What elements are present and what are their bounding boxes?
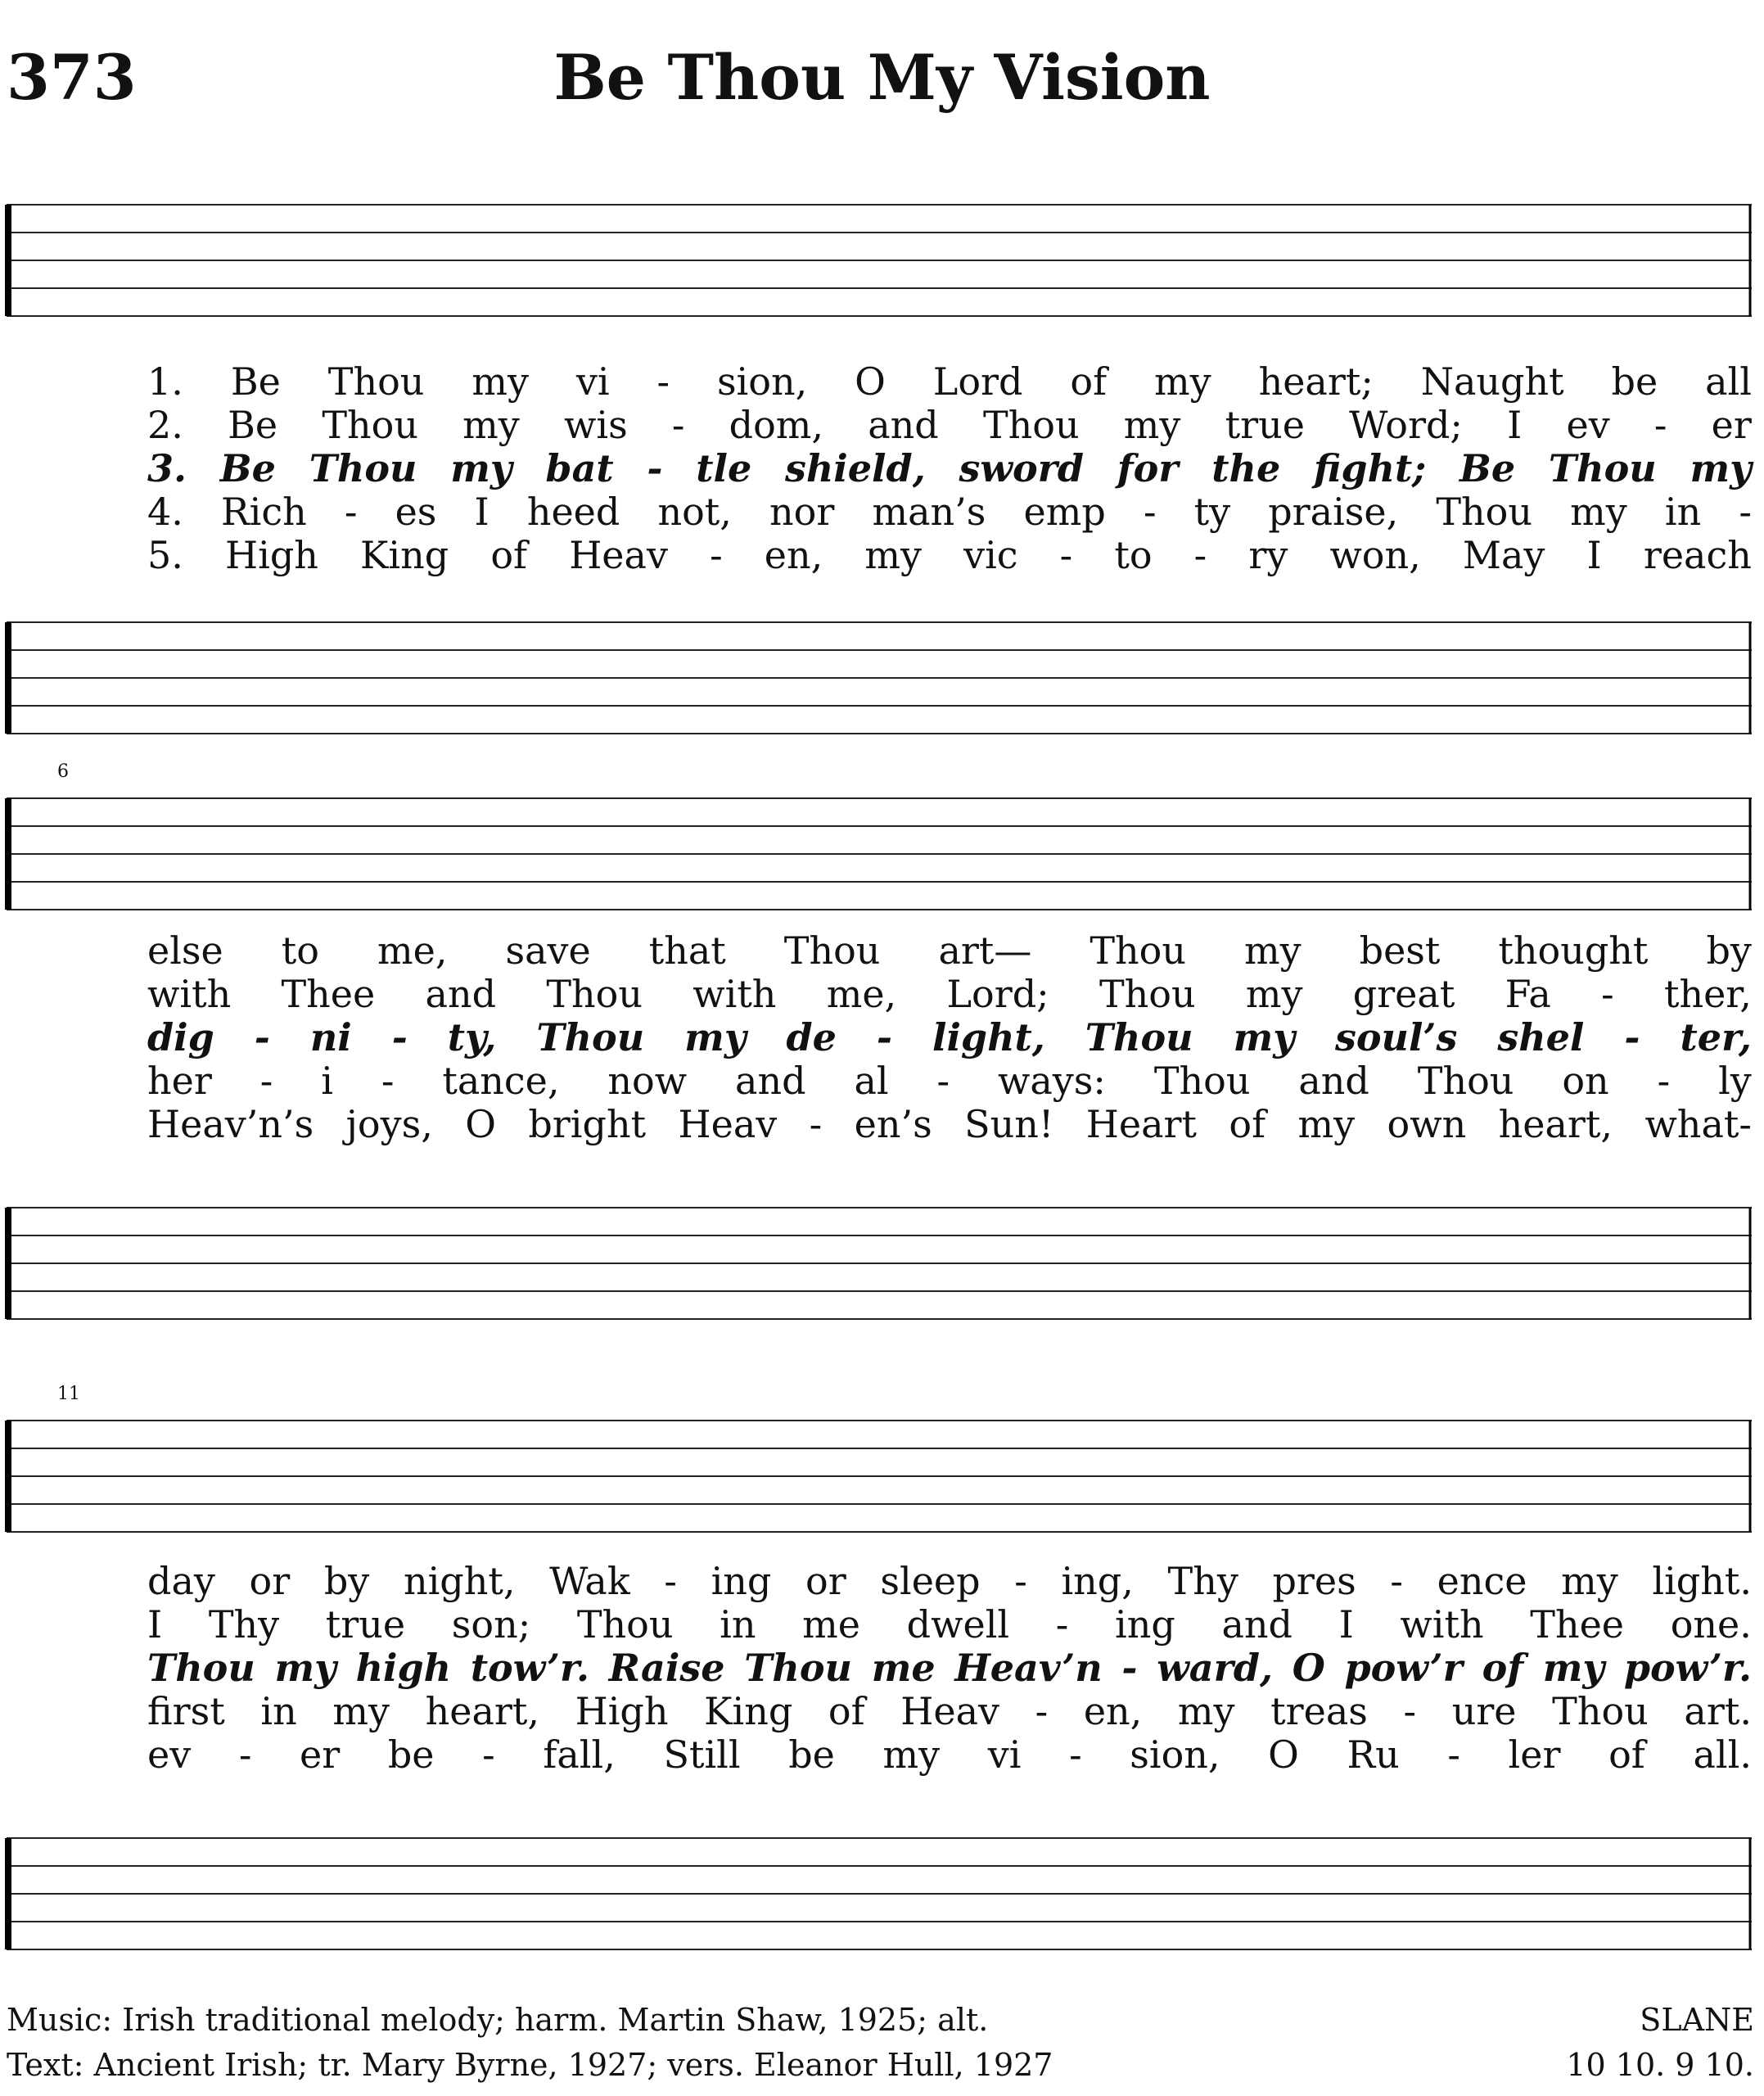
lyric-syllable: - [710,533,723,577]
lyric-syllable: King [704,1689,793,1733]
lyric-syllable: dig [147,1015,214,1059]
lyric-syllable: nor [769,490,835,534]
lyric-syllable: - [1624,1015,1640,1059]
measure-number: 6 [57,761,69,782]
lyric-syllable: - [936,1059,950,1103]
treble-staff [7,798,1752,910]
verse-4-line [147,1059,1752,1103]
lyric-syllable: my [1245,972,1303,1016]
verse-5-line [147,534,1752,577]
lyric-syllable: shield, [784,446,926,490]
lyric-syllable: - [344,490,358,534]
lyric-syllable: Thou [1085,1015,1193,1059]
lyric-syllable: Ru [1347,1732,1400,1777]
lyric-syllable: and [735,1059,806,1103]
bass-staff-lines [7,1208,1752,1319]
lyric-syllable: save [505,928,591,973]
treble-staff-lines [7,1421,1752,1532]
lyric-syllable: in [1664,490,1702,534]
lyric-syllable: - [1390,1559,1403,1603]
lyric-syllable: what- [1644,1102,1752,1146]
lyric-syllable: O [1292,1646,1325,1690]
lyric-syllable: and [1221,1602,1293,1647]
lyric-syllable: Wak [549,1559,630,1603]
lyric-syllable: - [656,359,670,404]
verse-3-line [147,447,1752,490]
treble-staff [7,205,1752,316]
lyric-syllable: 2. [147,403,183,447]
lyric-syllable: now [607,1059,688,1103]
lyric-syllable: and [868,403,939,447]
bass-staff [7,1838,1752,1949]
lyric-syllable: my [462,403,520,447]
lyric-syllable: ni [309,1015,352,1059]
lyric-syllable: Thou [322,403,418,447]
lyric-syllable: vi [575,359,610,404]
lyric-syllable: ward, [1157,1646,1274,1690]
lyric-syllable: my [1561,1559,1618,1603]
lyric-syllable: de [786,1015,837,1059]
lyric-syllable: Thou [1099,972,1196,1016]
lyric-syllable: - [664,1559,677,1603]
verse-1-line [147,360,1752,404]
lyric-syllable: and [425,972,497,1016]
lyric-syllable: - [1653,403,1667,447]
lyric-syllable: - [381,1059,395,1103]
verse-1-line [147,929,1752,973]
lyric-syllable: night, [403,1559,516,1603]
lyric-syllable: me, [826,972,897,1016]
lyric-syllable: I [474,490,489,534]
lyric-syllable: emp [1023,490,1106,534]
lyric-syllable: all. [1693,1732,1752,1777]
lyric-syllable: dom, [729,403,824,447]
lyric-syllable: Be [219,446,276,490]
lyric-syllable: my [1123,403,1181,447]
lyric-syllable: - [1035,1689,1049,1733]
lyric-syllable: 5. [147,533,183,577]
lyric-syllable: my [684,1015,747,1059]
lyric-syllable: with [147,972,232,1016]
lyric-syllable: ly [1718,1059,1752,1103]
treble-staff-lines [7,205,1752,316]
lyric-syllable: and [1298,1059,1369,1103]
lyric-syllable: thought [1498,928,1649,973]
lyric-syllable: shel [1497,1015,1585,1059]
lyric-syllable: - [1069,1732,1082,1777]
lyric-syllable: O [1268,1732,1299,1777]
lyric-syllable: 4. [147,490,183,534]
lyric-syllable: Thou [982,403,1080,447]
lyric-syllable: of [1070,359,1108,404]
lyric-syllable: ev [147,1732,192,1777]
lyric-syllable: my [882,1732,941,1777]
verse-5-line [147,1103,1752,1146]
lyric-syllable: for [1117,446,1179,490]
lyric-syllable: own [1387,1102,1467,1146]
lyric-syllable: light. [1652,1559,1752,1603]
lyric-syllable: Raise [608,1646,725,1690]
lyric-syllable: the [1211,446,1281,490]
lyric-syllable: all [1705,359,1752,404]
lyric-syllable: of [828,1689,865,1733]
lyric-syllable: to [281,928,319,973]
lyric-syllable: my [1690,446,1752,490]
lyric-syllable: high [355,1646,452,1690]
lyric-syllable: ing [711,1559,772,1603]
verse-3-line [147,1647,1752,1690]
lyric-syllable: ty [1193,490,1231,534]
bass-staff [7,1208,1752,1319]
lyric-syllable: en, [1083,1689,1143,1733]
lyric-syllable: O [465,1102,496,1146]
lyric-syllable: praise, [1268,490,1399,534]
lyric-syllable: Thou [327,359,425,404]
lyric-syllable: not, [657,490,732,534]
lyric-syllable: fight; [1313,446,1427,490]
lyric-syllable: en, [764,533,823,577]
verse-2-line [147,404,1752,447]
lyric-syllable: - [809,1102,823,1146]
lyric-syllable: - [1403,1689,1417,1733]
lyric-syllable: sleep [880,1559,981,1603]
music-credit: Music: Irish traditional melody; harm. Martin Shaw, 1925; alt. [7,2002,989,2038]
lyric-syllable: - [259,1059,273,1103]
treble-staff [7,1421,1752,1532]
lyric-syllable: - [1143,490,1157,534]
lyric-syllable: - [254,1015,270,1059]
lyric-syllable: art. [1684,1689,1752,1733]
lyric-syllable: light, [932,1015,1045,1059]
lyric-syllable: treas [1270,1689,1368,1733]
lyric-syllable: Heav [678,1102,778,1146]
lyric-syllable: I [1507,403,1523,447]
lyric-syllable: my [332,1689,390,1733]
lyric-syllable: Thou [309,446,417,490]
lyric-syllable: true [1225,403,1305,447]
lyric-syllable: I [1586,533,1602,577]
bass-staff-lines [7,1838,1752,1949]
lyric-syllable: Thou [536,1015,645,1059]
lyric-syllable: first [147,1689,225,1733]
lyric-syllable: High [575,1689,669,1733]
lyric-syllable: - [1055,1602,1069,1647]
lyric-syllable: - [1657,1059,1671,1103]
lyric-syllable: - [1059,533,1073,577]
lyric-syllable: Heav [900,1689,1000,1733]
lyric-syllable: pow’r. [1623,1646,1752,1690]
lyric-syllable: Heav’n [954,1646,1103,1690]
lyric-syllable: tle [696,446,752,490]
lyric-syllable: Lord [932,359,1023,404]
lyric-syllable: my [1297,1102,1356,1146]
tune-name: SLANE [1640,2002,1754,2038]
lyric-syllable: ev [1566,403,1610,447]
lyric-syllable: Thee [1530,1602,1625,1647]
lyric-syllable: or [805,1559,846,1603]
lyric-syllable: Thou [783,928,881,973]
lyric-syllable: Thy [1167,1559,1238,1603]
lyric-syllable: my [471,359,529,404]
lyric-syllable: ler [1508,1732,1561,1777]
measure-number: 11 [57,1384,80,1404]
lyric-syllable: pres [1272,1559,1356,1603]
lyric-syllable: great [1352,972,1455,1016]
lyric-syllable: I [147,1602,163,1647]
lyric-syllable: - [482,1732,495,1777]
lyric-syllable: else [147,928,223,973]
lyric-syllable: es [395,490,437,534]
lyric-syllable: sion, [1130,1732,1220,1777]
lyric-syllable: i [321,1059,333,1103]
lyric-syllable: Thou [1436,490,1533,534]
lyric-syllable: Be [230,359,281,404]
lyric-syllable: bat [545,446,614,490]
verse-1-line [147,1560,1752,1603]
lyric-syllable: my [1244,928,1302,973]
lyric-syllable: man’s [872,490,986,534]
lyric-syllable: - [671,403,685,447]
lyric-syllable: King [360,533,449,577]
lyric-syllable: true [325,1602,406,1647]
lyric-syllable: in [260,1689,297,1733]
lyric-syllable: Be [228,403,278,447]
lyric-syllable: her [147,1059,212,1103]
lyric-syllable: of [1229,1102,1266,1146]
lyric-syllable: be [387,1732,435,1777]
lyric-syllable: my [450,446,512,490]
bass-staff-lines [7,622,1752,734]
lyric-syllable: my [1233,1015,1295,1059]
lyric-syllable: of [1482,1646,1524,1690]
lyric-syllable: - [647,446,663,490]
lyric-syllable: Be [1459,446,1516,490]
lyric-syllable: Lord; [946,972,1049,1016]
lyric-syllable: best [1359,928,1441,973]
lyric-syllable: - [1447,1732,1460,1777]
lyric-syllable: my [1542,1646,1605,1690]
lyric-syllable: in [720,1602,756,1647]
lyric-syllable: - [1014,1559,1027,1603]
lyric-syllable: soul’s [1334,1015,1458,1059]
lyric-syllable: my [1154,359,1211,404]
lyric-syllable: - [391,1015,408,1059]
lyric-syllable: my [274,1646,336,1690]
hymn-title: Be Thou My Vision [553,41,1211,114]
lyric-syllable: - [876,1015,893,1059]
lyric-syllable: by [323,1559,370,1603]
lyric-syllable: won, [1329,533,1421,577]
verse-2-line [147,1603,1752,1647]
lyric-syllable: be [1611,359,1658,404]
lyric-syllable: - [1193,533,1207,577]
lyric-syllable: heed [526,490,620,534]
lyric-syllable: vi [987,1732,1022,1777]
lyric-syllable: O [855,359,886,404]
lyrics-block [147,360,1752,577]
lyric-syllable: Thou [1552,1689,1649,1733]
lyric-syllable: - [1601,972,1614,1016]
lyric-syllable: pow’r [1344,1646,1463,1690]
text-credit: Text: Ancient Irish; tr. Mary Byrne, 1927; vers. Eleanor Hull, 1927 [7,2047,1053,2083]
lyric-syllable: High [225,533,318,577]
lyric-syllable: to [1114,533,1153,577]
verse-5-line [147,1733,1752,1777]
meter: 10 10. 9 10. [1566,2047,1754,2083]
lyrics-block [147,929,1752,1146]
lyric-syllable: by [1706,928,1752,973]
lyric-syllable: day [147,1559,215,1603]
lyric-syllable: one. [1670,1602,1752,1647]
lyric-syllable: be [788,1732,835,1777]
lyric-syllable: Thou [1417,1059,1514,1103]
lyric-syllable: ing [1114,1602,1175,1647]
lyric-syllable: en’s [854,1102,932,1146]
lyric-syllable: Rich [221,490,307,534]
lyric-syllable: ther, [1663,972,1752,1016]
lyric-syllable: heart, [425,1689,539,1733]
lyric-syllable: dwell [906,1602,1010,1647]
hymn-number: 373 [7,41,137,114]
lyric-syllable: er [300,1732,341,1777]
lyric-syllable: ry [1248,533,1288,577]
lyric-syllable: er [1711,403,1752,447]
lyric-syllable: - [1739,490,1752,534]
lyric-syllable: 3. [147,446,187,490]
lyric-syllable: Naught [1420,359,1564,404]
lyric-syllable: I [1338,1602,1354,1647]
lyric-syllable: ure [1451,1689,1517,1733]
lyric-syllable: Heav [569,533,668,577]
lyric-syllable: heart, [1498,1102,1613,1146]
lyric-syllable: art— [938,928,1032,973]
lyric-syllable: Thee [281,972,376,1016]
lyric-syllable: tance, [442,1059,560,1103]
lyric-syllable: ways: [998,1059,1106,1103]
lyric-syllable: Heart [1085,1102,1197,1146]
lyric-syllable: ing, [1061,1559,1134,1603]
verse-4-line [147,490,1752,534]
lyric-syllable: ter, [1680,1015,1752,1059]
lyric-syllable: Thou [1153,1059,1251,1103]
lyric-syllable: Word; [1349,403,1463,447]
lyric-syllable: Thou [744,1646,852,1690]
lyric-syllable: me [802,1602,860,1647]
lyric-syllable: sword [959,446,1085,490]
lyric-syllable: ty, [447,1015,497,1059]
lyric-syllable: tow’r. [470,1646,590,1690]
lyric-syllable: son; [451,1602,531,1647]
lyric-syllable: - [238,1732,252,1777]
verse-4-line [147,1690,1752,1733]
lyric-syllable: of [1608,1732,1645,1777]
lyric-syllable: 1. [147,359,183,404]
lyric-syllable: with [1400,1602,1484,1647]
lyric-syllable: sion, [716,359,808,404]
verse-2-line [147,973,1752,1016]
lyric-syllable: wis [563,403,628,447]
lyric-syllable: Thou [576,1602,674,1647]
treble-staff-lines [7,798,1752,910]
lyric-syllable: Fa [1505,972,1551,1016]
verse-3-line [147,1016,1752,1059]
lyric-syllable: Thou [147,1646,255,1690]
lyric-syllable: al [854,1059,889,1103]
lyric-syllable: Still [663,1732,741,1777]
lyric-syllable: that [648,928,726,973]
lyric-syllable: of [490,533,528,577]
lyric-syllable: my [1570,490,1627,534]
lyric-syllable: my [1177,1689,1235,1733]
lyric-syllable: me [871,1646,936,1690]
lyric-syllable: vic [963,533,1018,577]
lyric-syllable: May [1462,533,1545,577]
lyric-syllable: Heav’n’s [147,1102,314,1146]
lyric-syllable: on [1562,1059,1609,1103]
lyric-syllable: joys, [345,1102,433,1146]
lyrics-block [147,1560,1752,1777]
lyric-syllable: Thy [208,1602,280,1647]
lyric-syllable: with [693,972,777,1016]
lyric-syllable: - [1121,1646,1138,1690]
lyric-syllable: reach [1643,533,1752,577]
lyric-syllable: my [864,533,922,577]
lyric-syllable: Thou [1548,446,1657,490]
lyric-syllable: Sun! [964,1102,1054,1146]
lyric-syllable: fall, [543,1732,616,1777]
bass-staff [7,622,1752,734]
lyric-syllable: Thou [546,972,643,1016]
lyric-syllable: or [249,1559,291,1603]
lyric-syllable: bright [528,1102,647,1146]
lyric-syllable: ence [1437,1559,1527,1603]
lyric-syllable: me, [377,928,448,973]
lyric-syllable: heart; [1258,359,1374,404]
lyric-syllable: Thou [1090,928,1186,973]
